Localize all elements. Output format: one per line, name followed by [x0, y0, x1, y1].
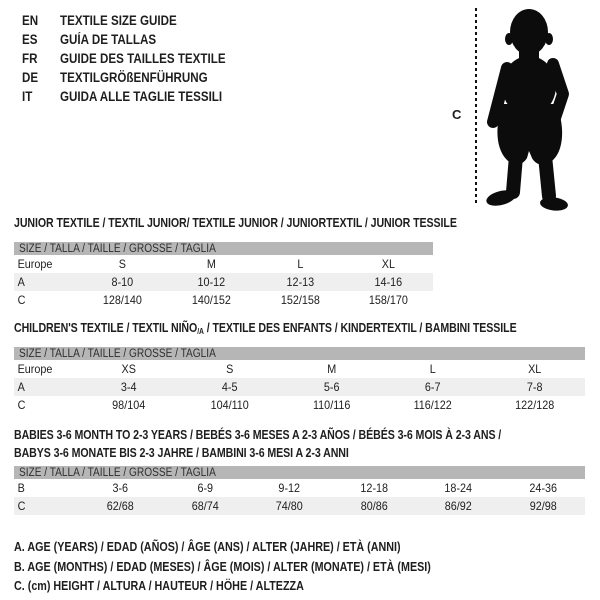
height-cell: 152/158 [280, 293, 320, 307]
guide-title: TEXTILGRÖßENFÜHRUNG [60, 70, 208, 85]
size-header-bar [14, 242, 433, 255]
height-cell: 140/152 [191, 293, 231, 307]
table-row-height [14, 497, 585, 515]
note-age-months: B. AGE (MONTHS) / EDAD (MESES) / ÂGE (MOIS) / ALTER (MONATE) / ETÀ (MESI) [14, 559, 431, 574]
children-size-table [14, 347, 585, 414]
table-row-months [14, 479, 585, 497]
language-code: ES [22, 32, 38, 47]
height-cell: 98/104 [112, 398, 146, 412]
size-cell: S [118, 257, 126, 271]
row-label: Europe [17, 257, 53, 271]
height-cell: 104/110 [210, 398, 250, 412]
height-cell: 92/98 [529, 499, 557, 513]
junior-table-title: JUNIOR TEXTILE / TEXTIL JUNIOR/ TEXTILE JUNIOR / JUNIORTEXTIL / JUNIOR TESSILE [14, 216, 457, 230]
size-cell: L [296, 257, 303, 271]
size-header-label: SIZE / TALLA / TAILLE / GRÖSSE / TAGLIA [19, 242, 216, 255]
table-row-europe [14, 255, 433, 273]
guide-title: TEXTILE SIZE GUIDE [60, 13, 177, 28]
guide-title: GUIDE DES TAILLES TEXTILE [60, 51, 226, 66]
height-measure-label: C [452, 107, 462, 122]
language-code: IT [22, 89, 33, 104]
size-cell: XS [121, 362, 136, 376]
row-label: B [17, 481, 25, 495]
size-cell: M [327, 362, 337, 376]
height-cell: 62/68 [106, 499, 134, 513]
babies-size-table [14, 466, 585, 515]
height-cell: 158/170 [369, 293, 409, 307]
months-cell: 6-9 [196, 481, 213, 495]
age-cell: 10-12 [197, 275, 225, 289]
height-cell: 74/80 [275, 499, 303, 513]
babies-table-title-line2: BABYS 3-6 MONATE BIS 2-3 JAHRE / BAMBINI 3-6 MESI A 2-3 ANNI [14, 446, 349, 460]
age-cell: 5-6 [323, 380, 340, 394]
junior-size-table [14, 242, 433, 309]
size-header-label: SIZE / TALLA / TAILLE / GRÖSSE / TAGLIA [19, 466, 216, 479]
table-row-height [14, 291, 433, 309]
table-row-europe [14, 360, 585, 378]
height-dashed-line [475, 8, 477, 206]
row-label: C [17, 398, 26, 412]
height-cell: 68/74 [191, 499, 219, 513]
size-cell: L [429, 362, 436, 376]
size-cell: XL [382, 257, 396, 271]
row-label: A [17, 275, 25, 289]
months-cell: 12-18 [359, 481, 388, 495]
table-row-height [14, 396, 585, 414]
age-cell: 14-16 [374, 275, 403, 289]
babies-table-title-line1: BABIES 3-6 MONTH TO 2-3 YEARS / BEBÉS 3-6 MESES A 2-3 AÑOS / BÉBÉS 3-6 MOIS À 2-3 ANS / [14, 428, 502, 442]
language-code: EN [22, 13, 39, 28]
children-title-sub: /A [197, 327, 204, 336]
row-label: C [17, 293, 26, 307]
height-cell: 122/128 [514, 398, 554, 412]
height-cell: 86/92 [444, 499, 472, 513]
months-cell: 18-24 [444, 481, 473, 495]
language-code: DE [22, 70, 39, 85]
note-age-years: A. AGE (YEARS) / EDAD (AÑOS) / ÂGE (ANS) / ALTER (JAHRE) / ETÀ (ANNI) [14, 540, 401, 554]
row-label: A [17, 380, 25, 394]
height-cell: 80/86 [360, 499, 388, 513]
table-row-age [14, 378, 585, 396]
age-cell: 12-13 [286, 275, 314, 289]
height-cell: 110/116 [312, 398, 351, 412]
age-cell: 7-8 [526, 380, 543, 394]
language-code: FR [22, 51, 38, 66]
table-row-age [14, 273, 433, 291]
children-table-title [14, 321, 517, 336]
months-cell: 9-12 [278, 481, 301, 495]
size-cell: S [226, 362, 234, 376]
size-header-label: SIZE / TALLA / TAILLE / GRÖSSE / TAGLIA [19, 347, 216, 360]
age-cell: 3-4 [120, 380, 137, 394]
children-title-post: / TEXTILE DES ENFANTS / KINDERTEXTIL / BAMBINI TESSILE [203, 321, 517, 335]
size-header-bar [14, 347, 585, 360]
guide-title: GUÍA DE TALLAS [60, 32, 157, 47]
size-cell: XL [527, 362, 541, 376]
height-cell: 128/140 [102, 293, 142, 307]
size-cell: M [206, 257, 216, 271]
children-title-pre: CHILDREN'S TEXTILE / TEXTIL NIÑO [14, 321, 198, 335]
age-cell: 6-7 [425, 380, 441, 394]
age-cell: 4-5 [222, 380, 238, 394]
guide-title: GUIDA ALLE TAGLIE TESSILI [60, 89, 223, 104]
row-label: C [17, 499, 26, 513]
baby-silhouette-icon [485, 6, 597, 212]
months-cell: 24-36 [528, 481, 557, 495]
note-height-cm: C. (cm) HEIGHT / ALTURA / HAUTEUR / HÖHE / ALTEZZA [14, 579, 304, 593]
age-cell: 8-10 [111, 275, 134, 289]
size-header-bar [14, 466, 585, 479]
months-cell: 3-6 [112, 481, 129, 495]
row-label: Europe [17, 362, 53, 376]
legend-notes [14, 540, 499, 599]
height-cell: 116/122 [413, 398, 453, 412]
